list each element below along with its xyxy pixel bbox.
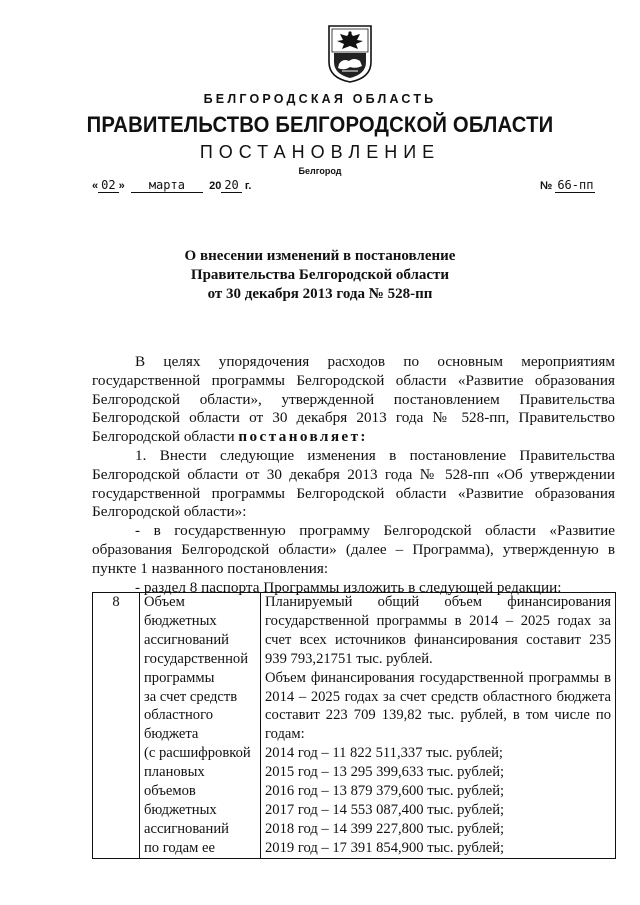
preamble-text: В целях упорядочения расходов по основным мероприятиям государственной программы Белгородской области «Развитие образования Белгородской области», утвержденной постановлением Правительства Белгородской области от 30 декабря 2013 года № 528-пп, Правительство Белгородской области [92, 353, 615, 446]
coat-of-arms-icon [327, 22, 373, 84]
government-name: ПРАВИТЕЛЬСТВО БЕЛГОРОДСКОЙ ОБЛАСТИ [86, 112, 554, 137]
paragraph-item-1: 1. Внести следующие изменения в постановление Правительства Белгородской области от 30 декабря 2013 года № 528-пп «Об утверждении государственной программы Белгородской области «Развитие образования Белгородской области»: [92, 446, 615, 521]
year-line: 2018 год – 14 399 227,800 тыс. рублей; [265, 820, 505, 837]
date-day: 02 [98, 178, 118, 193]
number-value: 66-пп [557, 178, 594, 192]
row-label [140, 593, 261, 859]
table-row [93, 593, 616, 859]
paragraph-section-8: - раздел 8 паспорта Программы изложить в следующей редакции: [135, 578, 562, 596]
title-line-1: О внесении изменений в постановление [184, 248, 456, 264]
row-content [261, 593, 616, 859]
date-quote-close: » [118, 180, 125, 192]
label-line: по годам ее [144, 839, 215, 856]
date-year-prefix: 20 [209, 180, 222, 192]
label-line: программы [144, 669, 215, 686]
label-line: плановых [144, 764, 205, 781]
label-line: ассигнований [144, 631, 229, 648]
document-date [92, 178, 251, 192]
content-regional-funding: Объем финансирования государственной программы в 2014 – 2025 годах за счет средств областного бюджета составит 223 709 139,82 тыс. рублей, в том числе по годам: [265, 669, 611, 743]
label-line: Объем [144, 594, 185, 610]
number-label: № [540, 180, 553, 192]
label-line: ассигнований [144, 820, 229, 837]
year-line: 2016 год – 13 879 379,600 тыс. рублей; [265, 783, 505, 800]
city-name: Белгород [298, 166, 342, 176]
document-title [0, 247, 640, 304]
label-line: (с расшифровкой [144, 745, 251, 762]
passport-table [92, 592, 616, 859]
paragraph-program-change: - в государственную программу Белгородской области «Развитие образования Белгородской области» (далее – Программа), утвержденную в пункте 1 названного постановления: [92, 522, 615, 577]
year-line: 2019 год – 17 391 854,900 тыс. рублей; [265, 839, 505, 856]
label-line: за счет средств [144, 688, 238, 705]
label-line: бюджетных [144, 801, 217, 818]
paragraph-preamble [92, 353, 615, 447]
date-quote-open: « [92, 180, 99, 192]
label-line: областного [144, 707, 213, 724]
title-line-2: Правительства Белгородской области [190, 267, 450, 283]
resolves-word: постановляет: [238, 428, 368, 446]
date-month: марта [131, 178, 203, 193]
label-line: объемов [144, 783, 196, 800]
date-year: 20 [221, 178, 241, 193]
label-line: бюджета [144, 726, 199, 743]
title-line-3: от 30 декабря 2013 года № 528-пп [207, 286, 433, 302]
label-line: государственной [144, 650, 249, 667]
year-line: 2014 год – 11 822 511,337 тыс. рублей; [265, 745, 503, 762]
document-type: ПОСТАНОВЛЕНИЕ [199, 142, 441, 162]
row-number: 8 [93, 593, 140, 859]
document-number [540, 178, 595, 192]
year-line: 2015 год – 13 295 399,633 тыс. рублей; [265, 764, 505, 781]
year-line: 2017 год – 14 553 087,400 тыс. рублей; [265, 801, 505, 818]
content-total-funding: Планируемый общий объем финансирования государственной программы в 2014 – 2025 годах за счет всех источников финансирования составит 235 939 793,21751 тыс. рублей. [265, 594, 611, 667]
region-name: БЕЛГОРОДСКАЯ ОБЛАСТЬ [203, 92, 437, 106]
label-line: бюджетных [144, 612, 217, 629]
document-body [92, 353, 615, 597]
date-year-suffix: г. [244, 180, 252, 192]
